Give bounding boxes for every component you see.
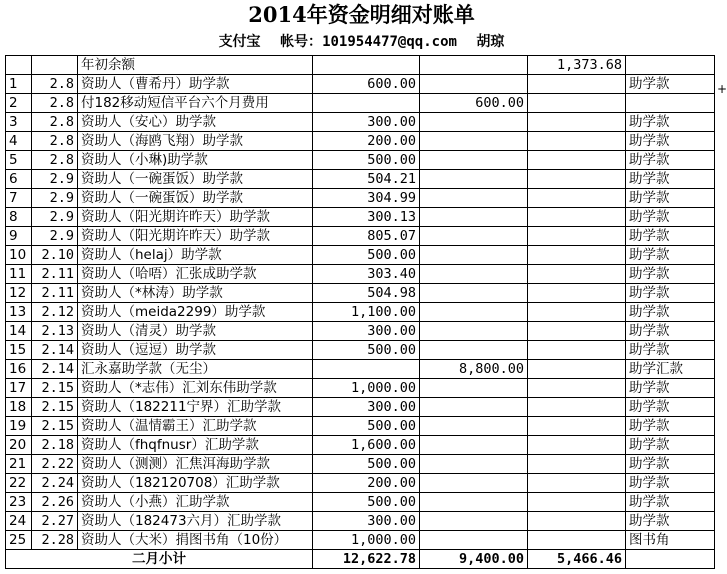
- cell-expense: [420, 132, 528, 151]
- cell-description: 资助人（fhqfnusr）汇助学款: [78, 436, 313, 455]
- cell-date: 2.15: [32, 417, 78, 436]
- cell-balance: [528, 493, 626, 512]
- cell-category: 助学款: [626, 132, 715, 151]
- ledger-table: [5, 55, 715, 569]
- ledger-row: [6, 417, 715, 436]
- cell-income: 1,100.00: [313, 303, 420, 322]
- cell-income: 1,000.00: [313, 531, 420, 550]
- cell-income: 1,000.00: [313, 379, 420, 398]
- cell-income: [313, 94, 420, 113]
- cell-balance: [528, 208, 626, 227]
- cell-index: [6, 56, 32, 75]
- cell-index: 10: [6, 246, 32, 265]
- cell-expense: [420, 322, 528, 341]
- ledger-row: [6, 170, 715, 189]
- statement-title: 2014年资金明细对账单: [248, 2, 475, 27]
- ledger-row: [6, 398, 715, 417]
- ledger-row: [6, 189, 715, 208]
- cell-expense: 8,800.00: [420, 360, 528, 379]
- subtotal-income: 12,622.78: [313, 550, 420, 569]
- cell-expense: [420, 151, 528, 170]
- cell-expense: [420, 398, 528, 417]
- ledger-row: [6, 246, 715, 265]
- cell-expense: [420, 341, 528, 360]
- cell-expense: [420, 474, 528, 493]
- ledger-row: [6, 227, 715, 246]
- cell-index: 4: [6, 132, 32, 151]
- cell-date: 2.14: [32, 341, 78, 360]
- cell-category: 助学款: [626, 170, 715, 189]
- cell-index: 5: [6, 151, 32, 170]
- cell-date: 2.11: [32, 284, 78, 303]
- ledger-row: [6, 512, 715, 531]
- cell-expense: 600.00: [420, 94, 528, 113]
- cell-income: 300.00: [313, 322, 420, 341]
- cell-index: 21: [6, 455, 32, 474]
- cell-index: 9: [6, 227, 32, 246]
- cell-date: 2.26: [32, 493, 78, 512]
- cell-index: 18: [6, 398, 32, 417]
- cell-category: 助学款: [626, 284, 715, 303]
- ledger-row: [6, 284, 715, 303]
- platform-name: 支付宝: [218, 34, 261, 50]
- cell-index: 25: [6, 531, 32, 550]
- cell-description: 资助人（meida2299）助学款: [78, 303, 313, 322]
- cell-date: 2.9: [32, 208, 78, 227]
- cell-income: 300.00: [313, 398, 420, 417]
- subtotal-label: 二月小计: [6, 550, 313, 569]
- cell-category: [626, 56, 715, 75]
- cell-date: 2.8: [32, 75, 78, 94]
- cell-date: 2.9: [32, 189, 78, 208]
- cell-category: 助学款: [626, 246, 715, 265]
- ledger-row: [6, 132, 715, 151]
- ledger-row: [6, 94, 715, 113]
- cell-category: 助学款: [626, 512, 715, 531]
- cell-expense: [420, 531, 528, 550]
- account-number: 101954477@qq.com: [322, 34, 457, 50]
- cell-description: 资助人（哈唔）汇张成助学款: [78, 265, 313, 284]
- cell-category: [626, 550, 715, 569]
- ledger-row: [6, 265, 715, 284]
- cell-balance: [528, 379, 626, 398]
- cell-income: 500.00: [313, 493, 420, 512]
- cell-index: 22: [6, 474, 32, 493]
- cell-date: 2.10: [32, 246, 78, 265]
- cell-balance: [528, 227, 626, 246]
- cell-description: 资助人（曹希丹）助学款: [78, 75, 313, 94]
- cell-description: 资助人（182473六月）汇助学款: [78, 512, 313, 531]
- cell-description: 资助人（阳光期许昨天）助学款: [78, 227, 313, 246]
- cell-expense: [420, 417, 528, 436]
- cell-date: 2.11: [32, 265, 78, 284]
- ledger-row: [6, 531, 715, 550]
- cell-description: 资助人（大米）捐图书角（10份）: [78, 531, 313, 550]
- cell-date: 2.13: [32, 322, 78, 341]
- cell-category: 助学款: [626, 75, 715, 94]
- cell-expense: [420, 208, 528, 227]
- cell-expense: [420, 75, 528, 94]
- cell-index: 16: [6, 360, 32, 379]
- cell-income: 500.00: [313, 341, 420, 360]
- cell-category: 助学款: [626, 189, 715, 208]
- cell-category: 助学款: [626, 303, 715, 322]
- cell-expense: [420, 227, 528, 246]
- cell-expense: [420, 246, 528, 265]
- cell-balance: [528, 189, 626, 208]
- cell-index: 20: [6, 436, 32, 455]
- opening-balance-row: [6, 56, 715, 75]
- cell-balance: [528, 341, 626, 360]
- cell-expense: [420, 56, 528, 75]
- edge-mark: +: [717, 82, 727, 96]
- subtotal-row: [6, 550, 715, 569]
- cell-balance: [528, 474, 626, 493]
- ledger-row: [6, 379, 715, 398]
- ledger-row: [6, 455, 715, 474]
- ledger-row: [6, 113, 715, 132]
- ledger-row: [6, 493, 715, 512]
- cell-income: 304.99: [313, 189, 420, 208]
- cell-balance: [528, 303, 626, 322]
- account-label: 帐号：: [280, 34, 323, 50]
- cell-category: [626, 94, 715, 113]
- cell-index: 24: [6, 512, 32, 531]
- cell-balance: [528, 436, 626, 455]
- cell-income: 200.00: [313, 132, 420, 151]
- cell-income: 300.13: [313, 208, 420, 227]
- cell-index: 23: [6, 493, 32, 512]
- cell-date: 2.8: [32, 132, 78, 151]
- cell-index: 11: [6, 265, 32, 284]
- cell-balance: [528, 246, 626, 265]
- cell-index: 15: [6, 341, 32, 360]
- cell-income: 500.00: [313, 455, 420, 474]
- cell-description: 资助人（*志伟）汇刘东伟助学款: [78, 379, 313, 398]
- cell-index: 19: [6, 417, 32, 436]
- opening-balance: 1,373.68: [528, 56, 626, 75]
- cell-expense: [420, 379, 528, 398]
- cell-description: 资助人（182120708）汇助学款: [78, 474, 313, 493]
- cell-date: 2.28: [32, 531, 78, 550]
- cell-income: 200.00: [313, 474, 420, 493]
- cell-balance: [528, 265, 626, 284]
- cell-balance: [528, 170, 626, 189]
- ledger-row: [6, 151, 715, 170]
- cell-date: 2.22: [32, 455, 78, 474]
- cell-expense: [420, 265, 528, 284]
- cell-expense: [420, 455, 528, 474]
- cell-income: 300.00: [313, 113, 420, 132]
- cell-date: 2.8: [32, 113, 78, 132]
- cell-balance: [528, 360, 626, 379]
- cell-index: 2: [6, 94, 32, 113]
- cell-index: 7: [6, 189, 32, 208]
- cell-balance: [528, 113, 626, 132]
- cell-balance: [528, 75, 626, 94]
- cell-index: 14: [6, 322, 32, 341]
- cell-income: [313, 360, 420, 379]
- cell-expense: [420, 512, 528, 531]
- account-subtitle: [0, 31, 723, 53]
- cell-date: 2.15: [32, 398, 78, 417]
- subtotal-expense: 9,400.00: [420, 550, 528, 569]
- cell-income: 805.07: [313, 227, 420, 246]
- cell-balance: [528, 284, 626, 303]
- cell-category: 助学汇款: [626, 360, 715, 379]
- cell-category: 助学款: [626, 322, 715, 341]
- ledger-row: [6, 303, 715, 322]
- cell-description: 资助人（一碗蛋饭）助学款: [78, 189, 313, 208]
- cell-income: 303.40: [313, 265, 420, 284]
- cell-index: 12: [6, 284, 32, 303]
- cell-date: 2.27: [32, 512, 78, 531]
- ledger-row: [6, 360, 715, 379]
- cell-category: 助学款: [626, 341, 715, 360]
- cell-date: 2.24: [32, 474, 78, 493]
- cell-description: 资助人（逗逗）助学款: [78, 341, 313, 360]
- cell-category: 助学款: [626, 474, 715, 493]
- cell-expense: [420, 170, 528, 189]
- cell-income: 500.00: [313, 151, 420, 170]
- cell-date: 2.8: [32, 94, 78, 113]
- cell-income: 600.00: [313, 75, 420, 94]
- cell-category: 助学款: [626, 113, 715, 132]
- cell-balance: [528, 151, 626, 170]
- cell-balance: [528, 512, 626, 531]
- cell-expense: [420, 493, 528, 512]
- cell-description: 汇永嘉助学款（无尘）: [78, 360, 313, 379]
- cell-balance: [528, 322, 626, 341]
- cell-category: 助学款: [626, 227, 715, 246]
- cell-expense: [420, 284, 528, 303]
- cell-description: 资助人（小琳)助学款: [78, 151, 313, 170]
- cell-category: 助学款: [626, 379, 715, 398]
- cell-date: 2.9: [32, 227, 78, 246]
- cell-expense: [420, 113, 528, 132]
- cell-category: 助学款: [626, 208, 715, 227]
- cell-income: 504.98: [313, 284, 420, 303]
- cell-income: 500.00: [313, 246, 420, 265]
- cell-description: 资助人（helaj）助学款: [78, 246, 313, 265]
- cell-category: 图书角: [626, 531, 715, 550]
- cell-description: 资助人（*林涛）助学款: [78, 284, 313, 303]
- cell-balance: [528, 455, 626, 474]
- cell-balance: [528, 417, 626, 436]
- cell-balance: [528, 132, 626, 151]
- cell-income: [313, 56, 420, 75]
- cell-description: 资助人（安心）助学款: [78, 113, 313, 132]
- cell-date: 2.14: [32, 360, 78, 379]
- ledger-row: [6, 341, 715, 360]
- cell-index: 3: [6, 113, 32, 132]
- cell-date: 2.15: [32, 379, 78, 398]
- ledger-row: [6, 208, 715, 227]
- cell-description: 资助人（测测）汇焦洱海助学款: [78, 455, 313, 474]
- cell-description: 资助人（一碗蛋饭）助学款: [78, 170, 313, 189]
- cell-category: 助学款: [626, 265, 715, 284]
- ledger-row: [6, 474, 715, 493]
- cell-index: 8: [6, 208, 32, 227]
- cell-date: 2.9: [32, 170, 78, 189]
- subtotal-balance: 5,466.46: [528, 550, 626, 569]
- cell-expense: [420, 436, 528, 455]
- cell-balance: [528, 94, 626, 113]
- cell-description: 资助人（阳光期许昨天）助学款: [78, 208, 313, 227]
- cell-index: 13: [6, 303, 32, 322]
- cell-index: 17: [6, 379, 32, 398]
- cell-description: 资助人（清灵）助学款: [78, 322, 313, 341]
- account-holder: 胡琼: [476, 34, 505, 50]
- cell-income: 300.00: [313, 512, 420, 531]
- cell-income: 500.00: [313, 417, 420, 436]
- cell-category: 助学款: [626, 493, 715, 512]
- ledger-row: [6, 75, 715, 94]
- cell-date: 2.12: [32, 303, 78, 322]
- cell-category: 助学款: [626, 398, 715, 417]
- cell-description: 资助人（温情霸王）汇助学款: [78, 417, 313, 436]
- cell-description: 资助人（小燕）汇助学款: [78, 493, 313, 512]
- cell-index: 6: [6, 170, 32, 189]
- cell-income: 1,600.00: [313, 436, 420, 455]
- ledger-row: [6, 322, 715, 341]
- cell-balance: [528, 398, 626, 417]
- cell-category: 助学款: [626, 436, 715, 455]
- opening-label: 年初余额: [78, 56, 313, 75]
- cell-expense: [420, 189, 528, 208]
- cell-balance: [528, 531, 626, 550]
- cell-date: 2.18: [32, 436, 78, 455]
- cell-date: [32, 56, 78, 75]
- cell-index: 1: [6, 75, 32, 94]
- cell-category: 助学款: [626, 455, 715, 474]
- cell-description: 付182移动短信平台六个月费用: [78, 94, 313, 113]
- cell-category: 助学款: [626, 151, 715, 170]
- cell-description: 资助人（海鸥飞翔）助学款: [78, 132, 313, 151]
- cell-description: 资助人（182211宁界）汇助学款: [78, 398, 313, 417]
- cell-expense: [420, 303, 528, 322]
- cell-category: 助学款: [626, 417, 715, 436]
- ledger-row: [6, 436, 715, 455]
- cell-income: 504.21: [313, 170, 420, 189]
- cell-date: 2.8: [32, 151, 78, 170]
